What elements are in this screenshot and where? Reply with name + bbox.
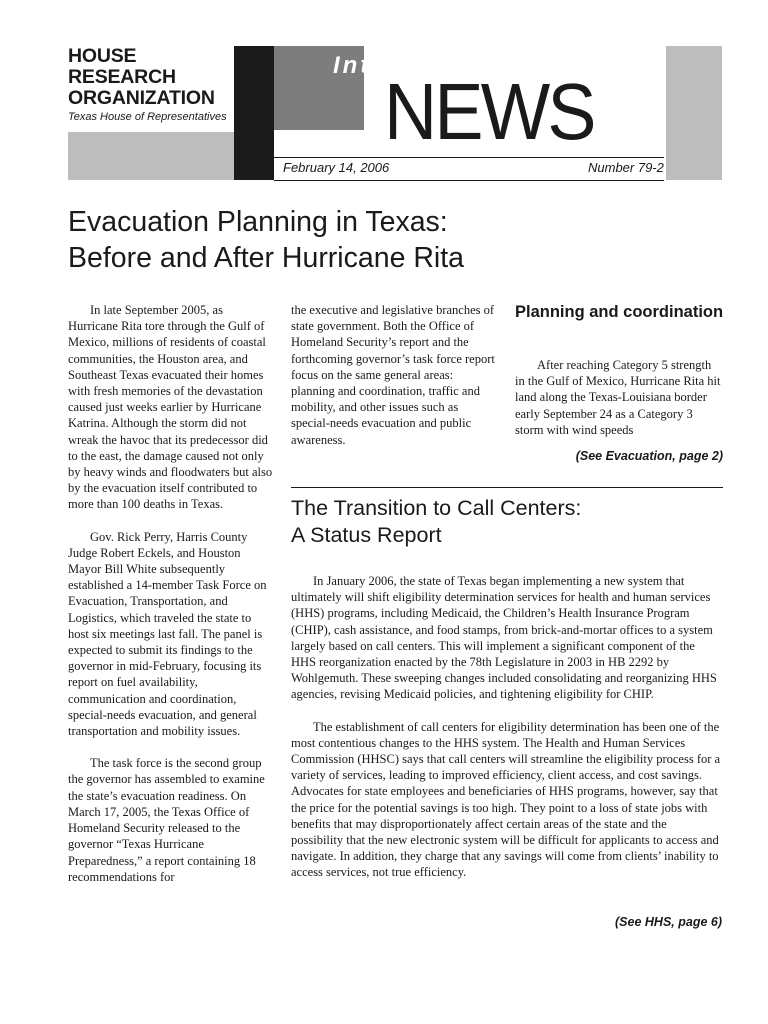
article2-paragraph: In January 2006, the state of Texas began implementing a new system that ultimately will shift eligibility determination services for health and human services (HHS) programs, including Medicaid, the Children’s Health Insurance Program (CHIP), cash assistance, and food stamps, from brick-and-mortar offices to a system largely based on call centers. This will implement a significant component of the HHS reorganization enacted by the 78th Legislature in 2003 in HB 2292 by Wohlgemuth. These sweeping changes included consolidating and reorganizing HHS agencies, revising Medicaid policies, and tightening eligibility for CHIP. [291,574,717,702]
issue-date: February 14, 2006 [283,160,390,175]
org-name-line1: HOUSE [68,45,137,67]
article1-paragraph: the executive and legislative branches of state government. Both the Office of Homeland Security’s report and the forthcoming governor’s task force report focus on the same general areas: planning and coordination, traffic and mobility, and other issues such as special-needs evacuation and public awareness. [291,303,495,447]
article1-column3 [515,357,723,438]
article2-headline [291,495,721,549]
article2-headline-line2: A Status Report [291,523,442,547]
article1-column1 [68,302,275,885]
article1-paragraph: After reaching Category 5 strength in the Gulf of Mexico, Hurricane Rita hit land along the Texas-Louisiana border early September 24 as a Category 3 storm with wind speeds [515,358,721,437]
issue-number: Number 79-2 [588,160,664,175]
article1-column2 [291,302,497,448]
masthead-gray-block-right [666,46,722,180]
article2-headline-line1: The Transition to Call Centers: [291,496,582,520]
interim-label: Interim [333,52,435,79]
org-subtitle: Texas House of Representatives [68,111,227,123]
article1-headline [68,204,728,276]
org-name-line2: RESEARCH [68,66,176,88]
masthead-gray-block-left [68,132,234,180]
news-title: NEWS [384,67,594,156]
article1-paragraph: Gov. Rick Perry, Harris County Judge Robert Eckels, and Houston Mayor Bill White subsequently established a 14-member Task Force on Evacuation, Transportation, and Logistics, which traveled the state to host six meetings last fall. The panel is expected to submit its findings to the governor in mid-February, focusing its report on fuel availability, communication and coordination, special-needs evacuation, and general transportation and mobility issues. [68,529,267,739]
article2-paragraph: The establishment of call centers for eligibility determination has been one of the most contentious changes to the HHS system. The Health and Human Services Commission (HHSC) says that call centers will streamline the eligibility process for a variety of services, leading to improved efficiency, client access, and cost savings. Advocates for state employees and beneficiaries of HHS programs, however, say that the price for the potential savings is too high. They point to a loss of state jobs with benefits that may disproportionately affect certain areas of the state and the possibility that the new electronic system will be difficult for applicants to access and navigate. In addition, they charge that any savings will come from clients’ inability to access services, not true efficiency. [291,719,721,880]
article2-body [291,573,721,881]
masthead-black-bar [234,46,274,180]
org-name-line3: ORGANIZATION [68,87,215,109]
article1-headline-line2: Before and After Hurricane Rita [68,242,465,274]
section-divider [291,487,723,488]
article1-paragraph: The task force is the second group the governor has assembled to examine the state’s evacuation readiness. On March 17, 2005, the Texas Office of Homeland Security released to the governor “Texas Hurricane Preparedness,” a report containing 18 recommendations for [68,756,265,884]
article1-subhead: Planning and coordination [515,303,724,321]
article1-continued-link[interactable]: (See Evacuation, page 2) [575,449,723,463]
article1-headline-line1: Evacuation Planning in Texas: [68,206,448,238]
organization-block [68,46,234,123]
article2-continued-link[interactable]: (See HHS, page 6) [615,915,722,929]
article1-paragraph: In late September 2005, as Hurricane Rita tore through the Gulf of Mexico, millions of residents of coastal communities, the Houston area, and Southeast Texas evacuated their homes with fresh memories of the devastation caused just weeks earlier by Hurricane Katrina. Although the storm did not wreak the havoc that its predecessor did to the east, the damage caused not only by heavy winds and floodwaters but also by the evacuation itself contributed to more than 100 deaths in Texas. [68,303,273,512]
